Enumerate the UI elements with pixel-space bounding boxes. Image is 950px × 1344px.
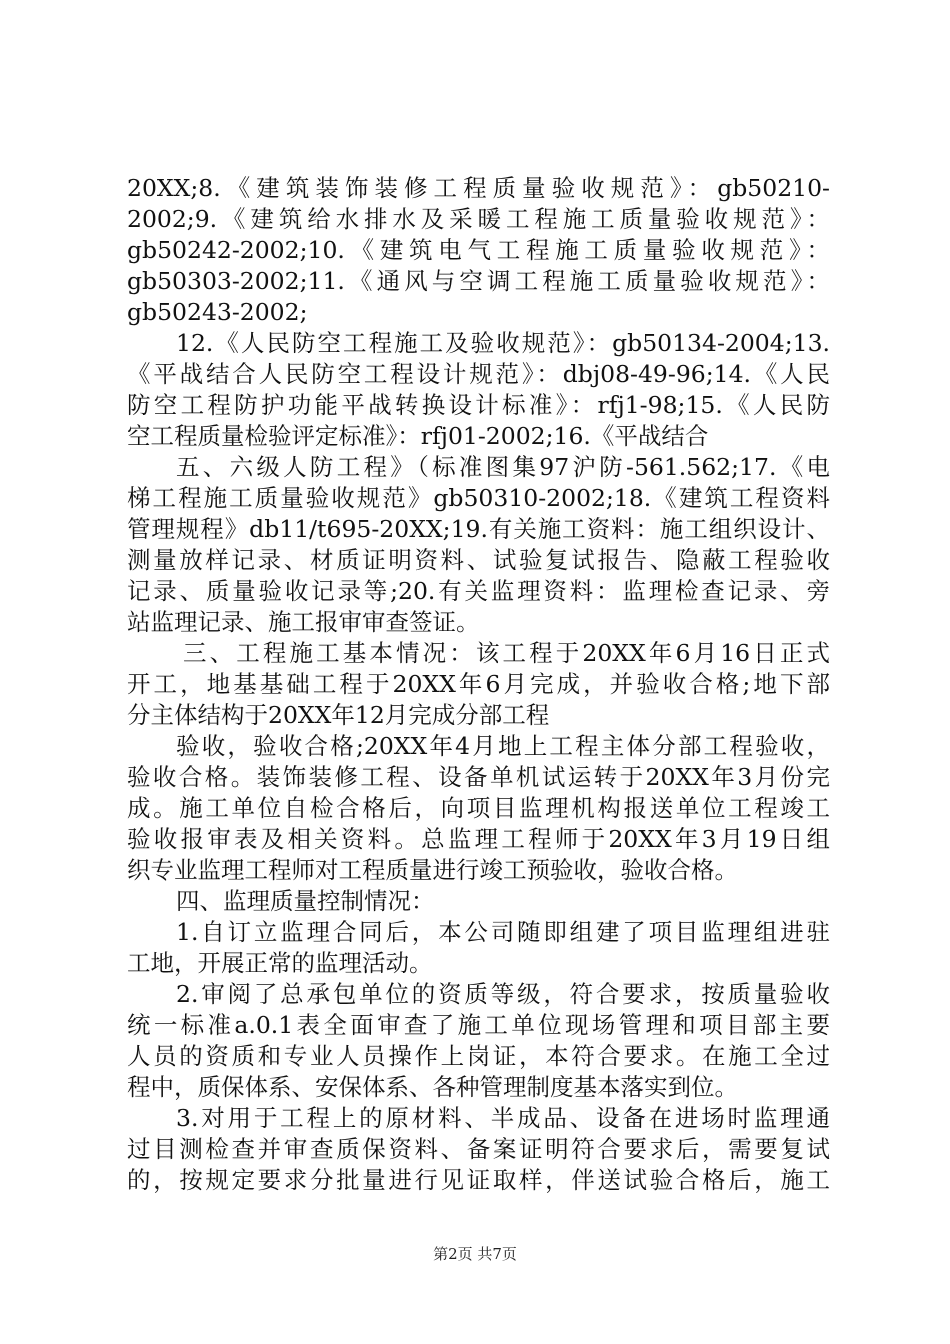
text-line [127, 607, 830, 638]
text-line-content: 成。施工单位自检合格后，向项目监理机构报送单位工程竣工 [127, 794, 830, 822]
text-line [127, 1041, 830, 1072]
text-line [127, 1103, 830, 1134]
text-line-content: 三、工程施工基本情况：该工程于20XX年6月16日正式 [183, 639, 830, 667]
text-line-content: 3.对用于工程上的原材料、半成品、设备在进场时监理通 [176, 1104, 830, 1132]
text-line [127, 855, 830, 886]
text-line [127, 638, 830, 669]
text-line-content: 《平战结合人民防空工程设计规范》：dbj08-49-96;14.《人民 [127, 360, 830, 388]
text-line-content: 工地，开展正常的监理活动。 [127, 949, 433, 977]
text-line [127, 576, 830, 607]
text-line [127, 359, 830, 390]
text-line [127, 452, 830, 483]
text-line [127, 700, 830, 731]
text-line-content: 管理规程》db11/t695-20XX;19.有关施工资料：施工组织设计、 [127, 515, 830, 543]
text-line-content: 程中，质保体系、安保体系、各种管理制度基本落实到位。 [127, 1073, 738, 1101]
text-line [127, 514, 830, 545]
text-line-content: 统一标准a.0.1表全面审查了施工单位现场管理和项目部主要 [127, 1011, 830, 1039]
text-line [127, 266, 830, 297]
document-body [127, 173, 830, 1196]
text-line [127, 793, 830, 824]
text-line [127, 390, 830, 421]
text-line [127, 1010, 830, 1041]
text-line [127, 979, 830, 1010]
text-line-content: 1.自订立监理合同后，本公司随即组建了项目监理组进驻 [176, 918, 830, 946]
text-line-content: 验收，验收合格;20XX年4月地上工程主体分部工程验收， [176, 732, 830, 760]
text-line [127, 204, 830, 235]
text-line-content: 梯工程施工质量验收规范》gb50310-2002;18.《建筑工程资料 [127, 484, 830, 512]
text-line [127, 1134, 830, 1165]
text-line [127, 545, 830, 576]
text-line-content: 过目测检查并审查质保资料、备案证明符合要求后，需要复试 [127, 1135, 830, 1163]
text-line [127, 948, 830, 979]
text-line-content: 20XX;8.《建筑装饰装修工程质量验收规范》：gb50210- [127, 174, 830, 202]
text-line [127, 824, 830, 855]
text-line [127, 1165, 830, 1196]
text-line [127, 421, 830, 452]
text-line-content: 站监理记录、施工报审审查签证。 [127, 608, 480, 636]
text-line-content: 分主体结构于20XX年12月完成分部工程 [127, 701, 550, 729]
page-footer: 第2页 共7页 [433, 1245, 517, 1263]
text-line-content: 12.《人民防空工程施工及验收规范》：gb50134-2004;13. [176, 329, 830, 357]
text-line [127, 1072, 830, 1103]
text-line-content: 的，按规定要求分批量进行见证取样，伴送试验合格后，施工 [127, 1166, 830, 1194]
text-line-content: 记录、质量验收记录等;20.有关监理资料：监理检查记录、旁 [127, 577, 830, 605]
text-line-content: 空工程质量检验评定标准》：rfj01-2002;16.《平战结合 [127, 422, 709, 450]
text-line-content: 织专业监理工程师对工程质量进行竣工预验收，验收合格。 [127, 856, 738, 884]
text-line [127, 762, 830, 793]
text-line [127, 483, 830, 514]
text-line-content: 四、监理质量控制情况： [176, 887, 435, 915]
text-line-content: gb50242-2002;10.《建筑电气工程施工质量验收规范》： [127, 236, 830, 264]
text-line [127, 669, 830, 700]
text-line [127, 173, 830, 204]
text-line [127, 235, 830, 266]
text-line-content: gb50243-2002; [127, 298, 308, 326]
text-line-content: 2.审阅了总承包单位的资质等级，符合要求，按质量验收 [176, 980, 830, 1008]
text-line-content: 测量放样记录、材质证明资料、试验复试报告、隐蔽工程验收 [127, 546, 830, 574]
text-line [127, 328, 830, 359]
text-line-content: 开工，地基基础工程于20XX年6月完成，并验收合格;地下部 [127, 670, 830, 698]
text-line [127, 297, 830, 328]
text-line [127, 917, 830, 948]
text-line-content: gb50303-2002;11.《通风与空调工程施工质量验收规范》： [127, 267, 830, 295]
text-line [127, 731, 830, 762]
text-line [127, 886, 830, 917]
text-line-content: 防空工程防护功能平战转换设计标准》：rfj1-98;15.《人民防 [127, 391, 830, 419]
text-line-content: 五、六级人防工程》（标准图集97沪防-561.562;17.《电 [176, 453, 830, 481]
text-line-content: 验收报审表及相关资料。总监理工程师于20XX年3月19日组 [127, 825, 830, 853]
text-line-content: 人员的资质和专业人员操作上岗证，本符合要求。在施工全过 [127, 1042, 830, 1070]
text-line-content: 验收合格。装饰装修工程、设备单机试运转于20XX年3月份完 [127, 763, 830, 791]
text-line-content: 2002;9.《建筑给水排水及采暖工程施工质量验收规范》： [127, 205, 830, 233]
